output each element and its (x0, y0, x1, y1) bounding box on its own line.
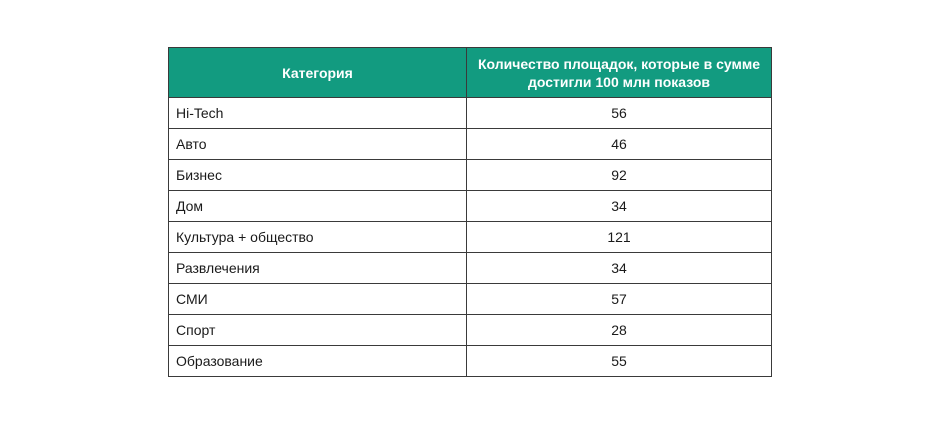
table-row (169, 160, 772, 191)
cell-count: 34 (467, 253, 772, 284)
category-table (168, 47, 772, 377)
table-header-row (169, 48, 772, 98)
cell-count: 34 (467, 191, 772, 222)
cell-category: Авто (169, 129, 467, 160)
table-row (169, 191, 772, 222)
table-row (169, 346, 772, 377)
cell-count: 56 (467, 98, 772, 129)
cell-count: 55 (467, 346, 772, 377)
cell-category: Образование (169, 346, 467, 377)
cell-category: Развлечения (169, 253, 467, 284)
cell-category: Культура + общество (169, 222, 467, 253)
table-row (169, 98, 772, 129)
table-row (169, 284, 772, 315)
table-row (169, 315, 772, 346)
cell-category: СМИ (169, 284, 467, 315)
table-row (169, 222, 772, 253)
column-header-count: Количество площадок, которые в сумме достигли 100 млн показов (467, 48, 772, 98)
cell-count: 46 (467, 129, 772, 160)
table-row (169, 129, 772, 160)
cell-count: 57 (467, 284, 772, 315)
table-row (169, 253, 772, 284)
cell-category: Hi-Tech (169, 98, 467, 129)
cell-category: Спорт (169, 315, 467, 346)
cell-count: 28 (467, 315, 772, 346)
cell-category: Бизнес (169, 160, 467, 191)
column-header-category: Категория (169, 48, 467, 98)
cell-count: 92 (467, 160, 772, 191)
cell-count: 121 (467, 222, 772, 253)
cell-category: Дом (169, 191, 467, 222)
